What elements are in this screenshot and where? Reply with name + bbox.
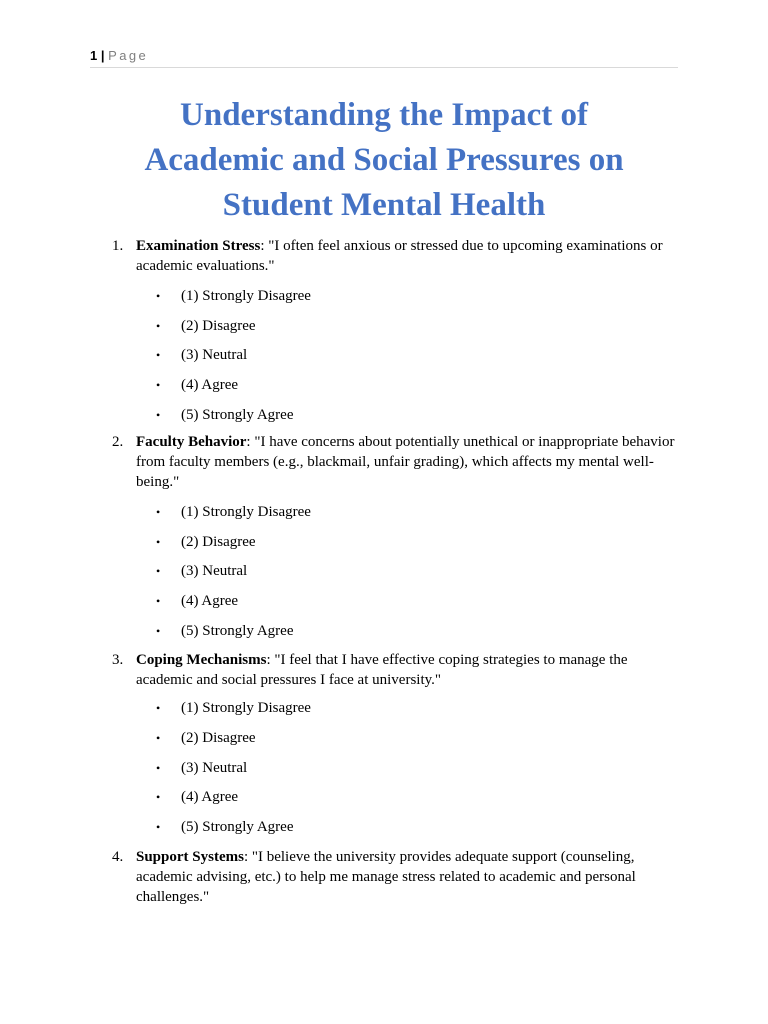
question-text: [136, 236, 676, 276]
answer-option: [156, 621, 293, 641]
question-number: 1.: [112, 238, 124, 254]
bullet-icon: •: [156, 378, 161, 392]
question-text: [136, 847, 676, 907]
option-label: (1) Strongly Disagree: [181, 700, 311, 716]
answer-option: [156, 561, 247, 581]
option-label: (3) Neutral: [181, 760, 248, 776]
bullet-icon: •: [156, 535, 161, 549]
bullet-icon: •: [156, 731, 161, 745]
bullet-icon: •: [156, 289, 161, 303]
option-label: (2) Disagree: [181, 318, 256, 334]
answer-option: [156, 728, 256, 748]
bullet-icon: •: [156, 564, 161, 578]
answer-option: [156, 316, 256, 336]
answer-option: [156, 758, 247, 778]
bullet-icon: •: [156, 319, 161, 333]
question-statement: : "I believe the university provides adequate support (counseling, academic advising, etc.) to help me manage stress related to academic and personal challenges.": [136, 849, 636, 905]
title-line: Academic and Social Pressures on: [144, 142, 624, 178]
bullet-icon: •: [156, 701, 161, 715]
option-label: (4) Agree: [181, 377, 239, 393]
question-number: 3.: [112, 652, 124, 668]
bullet-icon: •: [156, 594, 161, 608]
bullet-icon: •: [156, 820, 161, 834]
answer-option: [156, 817, 293, 837]
bullet-icon: •: [156, 348, 161, 362]
answer-option: [156, 405, 293, 425]
option-label: (1) Strongly Disagree: [181, 288, 311, 304]
bullet-icon: •: [156, 761, 161, 775]
question-statement: : "I feel that I have effective coping strategies to manage the academic and social pressures I face at university.": [136, 652, 628, 688]
option-label: (3) Neutral: [181, 563, 248, 579]
answer-option: [156, 502, 311, 522]
bullet-icon: •: [156, 505, 161, 519]
question-statement: : "I have concerns about potentially unethical or inappropriate behavior from faculty members (e.g., blackmail, unfair grading), which affects my mental well-being.": [136, 434, 675, 490]
question-number: 2.: [112, 434, 124, 450]
option-label: (2) Disagree: [181, 730, 256, 746]
answer-option: [156, 532, 256, 552]
question-topic: Faculty Behavior: [136, 434, 247, 450]
option-label: (4) Agree: [181, 789, 239, 805]
option-label: (5) Strongly Agree: [181, 819, 294, 835]
document-title: [90, 93, 678, 228]
bullet-icon: •: [156, 790, 161, 804]
option-label: (3) Neutral: [181, 347, 248, 363]
page-separator: |: [100, 48, 105, 63]
question-topic: Support Systems: [136, 849, 244, 865]
option-label: (4) Agree: [181, 593, 239, 609]
answer-option: [156, 698, 311, 718]
question-text: [136, 650, 676, 690]
answer-option: [156, 345, 247, 365]
question-statement: : "I often feel anxious or stressed due to upcoming examinations or academic evaluations.": [136, 238, 663, 274]
title-line: Student Mental Health: [222, 187, 546, 223]
answer-option: [156, 787, 238, 807]
answer-option: [156, 286, 311, 306]
page-number: 1: [90, 48, 98, 63]
answer-option: [156, 375, 238, 395]
option-label: (2) Disagree: [181, 534, 256, 550]
question-number: 4.: [112, 849, 124, 865]
question-topic: Coping Mechanisms: [136, 652, 267, 668]
title-line: Understanding the Impact of: [180, 97, 588, 133]
answer-option: [156, 591, 238, 611]
question-topic: Examination Stress: [136, 238, 261, 254]
bullet-icon: •: [156, 408, 161, 422]
option-label: (5) Strongly Agree: [181, 407, 294, 423]
page-header: [90, 47, 678, 68]
question-text: [136, 432, 676, 492]
bullet-icon: •: [156, 624, 161, 638]
option-label: (5) Strongly Agree: [181, 623, 294, 639]
option-label: (1) Strongly Disagree: [181, 504, 311, 520]
page-label: Page: [108, 48, 149, 63]
